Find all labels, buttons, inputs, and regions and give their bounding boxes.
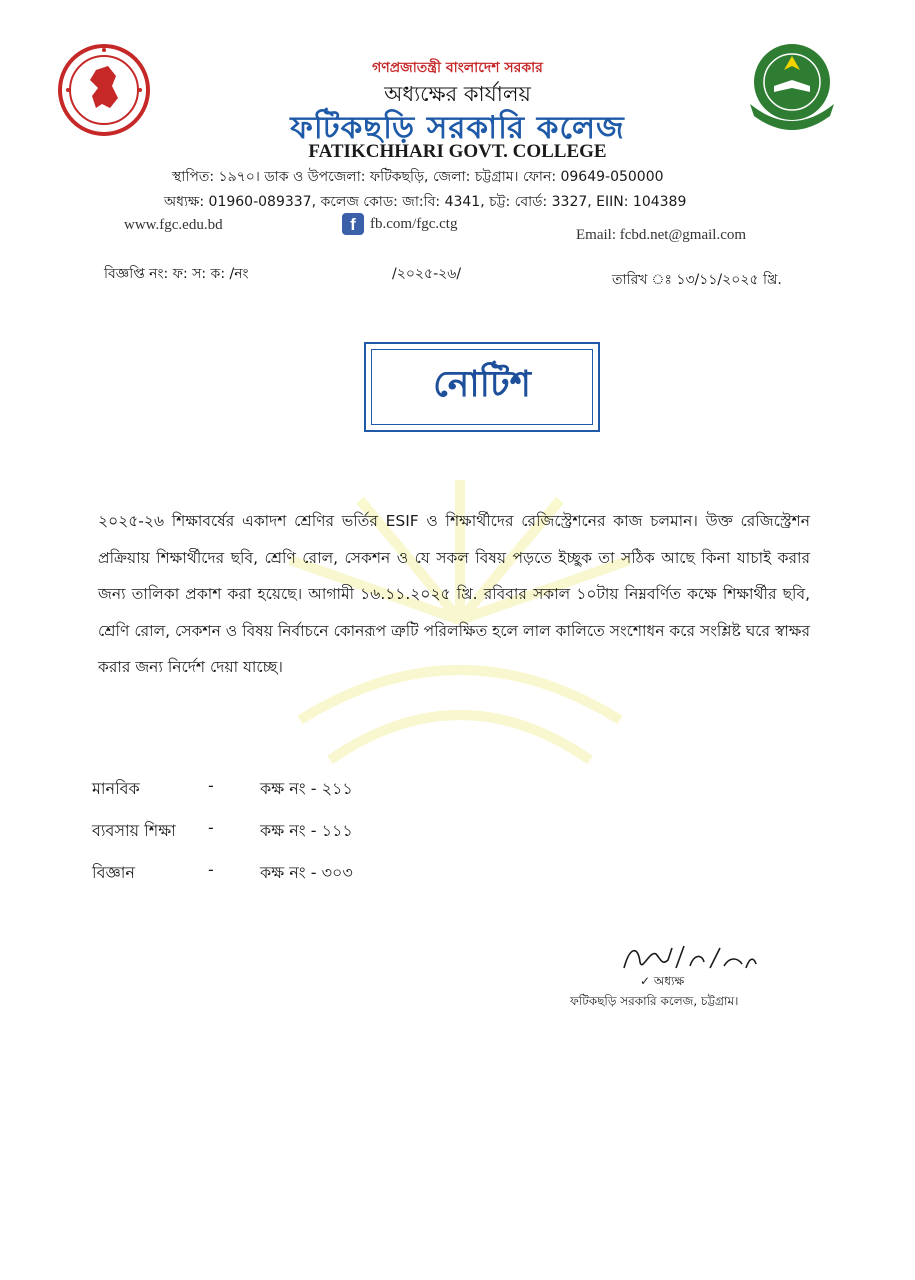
principal-title: ✓ অধ্যক্ষ — [640, 974, 685, 988]
notice-title: নোটিশ — [433, 364, 531, 405]
notice-reference-number: বিজ্ঞপ্তি নং: ফ: স: ক: /নং — [104, 266, 249, 282]
office-heading: অধ্যক্ষের কার্যালয় — [384, 82, 531, 106]
room-number: কক্ষ নং - ২১১ — [260, 779, 353, 798]
college-name-english: FATIKCHHARI GOVT. COLLEGE — [308, 141, 607, 162]
group-label: ব্যবসায় শিক্ষা — [92, 821, 176, 840]
room-row — [92, 818, 492, 842]
notice-body — [98, 503, 810, 686]
government-heading: গণপ্রজাতন্ত্রী বাংলাদেশ সরকার — [372, 60, 543, 76]
website-link[interactable]: www.fgc.edu.bd — [124, 217, 223, 233]
principal-signature — [620, 940, 760, 976]
group-label: মানবিক — [92, 779, 140, 798]
notice-body-text: ২০২৫-২৬ শিক্ষাবর্ষের একাদশ শ্রেণির ভর্তির ESIF ও শিক্ষার্থীদের রেজিস্ট্রেশনের কাজ চলমান। উক্ত রেজিস্ট্রেশন প্রক্রিয়ায় শিক্ষার্থীদের ছবি, শ্রেণি রোল, সেকশন ও যে সকল বিষয় পড়তে ইচ্ছুক তা সঠিক আছে কিনা যাচাই করার জন্য তালিকা প্রকাশ করা হয়েছে। আগামী ১৬.১১.২০২৫ খ্রি. রবিবার সকাল ১০টায় নিম্নবর্ণিত কক্ষে শিক্ষার্থীর ছবি, শ্রেণি রোল, সেকশন ও বিষয় নির্বাচনে কোনরূপ ত্রুটি পরিলক্ষিত হলে লাল কালিতে সংশোধন করে সংশ্লিষ্ট ঘরে স্বাক্ষর করার জন্য নির্দেশ দেয়া যাচ্ছে। — [98, 512, 810, 676]
notice-date: তারিখ ঃ ১৩/১১/২০২৫ খ্রি. — [612, 272, 782, 288]
facebook-url: fb.com/fgc.ctg — [370, 215, 458, 232]
email-address[interactable]: Email: fcbd.net@gmail.com — [576, 227, 747, 243]
separator-dash: - — [208, 860, 214, 879]
facebook-link[interactable] — [342, 213, 457, 235]
separator-dash: - — [208, 776, 214, 795]
group-label: বিজ্ঞান — [92, 863, 135, 882]
notice-title-box — [364, 342, 600, 432]
college-name-bangla: ফটিকছড়ি সরকারি কলেজ — [290, 110, 625, 146]
established-address-line: স্থাপিত: ১৯৭০। ডাক ও উপজেলা: ফটিকছড়ি, জেলা: চট্টগ্রাম। ফোন: 09649-050000 — [172, 169, 664, 185]
college-location: ফটিকছড়ি সরকারি কলেজ, চট্টগ্রাম। — [570, 994, 739, 1008]
room-number: কক্ষ নং - ১১১ — [260, 821, 353, 840]
room-row — [92, 776, 492, 800]
notice-title-inner-frame — [371, 349, 593, 425]
contact-code-line: অধ্যক্ষ: 01960-089337, কলেজ কোড: জা:বি: 4341, চট্ট: বোর্ড: 3327, EIIN: 104389 — [164, 194, 687, 210]
separator-dash: - — [208, 818, 214, 837]
notice-reference-year: /২০২৫-২৬/ — [392, 266, 462, 282]
room-row — [92, 860, 492, 884]
room-number: কক্ষ নং - ৩০৩ — [260, 863, 353, 882]
facebook-icon: f — [342, 213, 364, 235]
